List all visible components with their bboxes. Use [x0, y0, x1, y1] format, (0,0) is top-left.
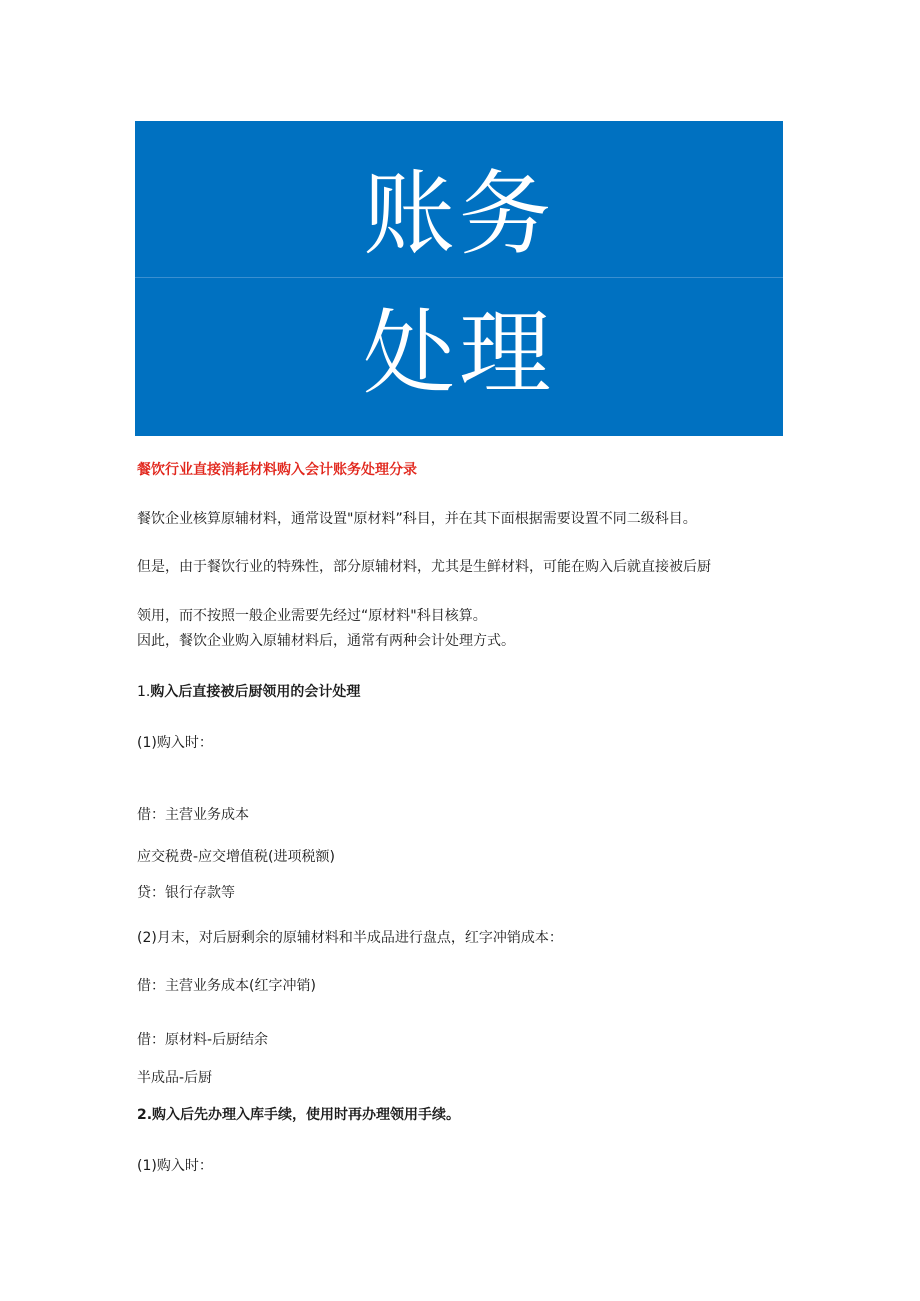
section-1-step-1: (1)购入时：: [137, 735, 213, 751]
intro-paragraph: 餐饮企业核算原辅材料，通常设置"原材料”科目，并在其下面根据需要设置不同二级科目。: [137, 511, 697, 527]
banner-title-line2: 处理: [362, 300, 555, 407]
banner-bottom-panel: [135, 278, 783, 436]
article-title: 餐饮行业直接消耗材料购入会计账务处理分录: [137, 462, 417, 478]
paragraph-2-line-1: 但是，由于餐饮行业的特殊性，部分原辅材料，尤其是生鲜材料，可能在购入后就直接被后厨: [137, 559, 711, 575]
banner-top-panel: [135, 121, 783, 277]
section-1-heading-text: 购入后直接被后厨领用的会计处理: [150, 684, 361, 700]
entry-2-debit-materials: 借：原材料-后厨结余: [137, 1032, 269, 1048]
entry-1-debit: 借：主营业务成本: [137, 807, 249, 823]
entry-1-credit: 贷：银行存款等: [137, 885, 235, 901]
entry-2-semi-finished: 半成品-后厨: [137, 1070, 213, 1086]
paragraph-2-line-2: 领用，而不按照一般企业需要先经过“原材料"科目核算。: [137, 608, 487, 624]
entry-1-tax: 应交税费-应交增值税(进项税额): [137, 849, 335, 865]
section-2-heading: 2.购入后先办理入库手续，使用时再办理领用手续。: [137, 1107, 461, 1123]
section-1-step-2: (2)月末，对后厨剩余的原辅材料和半成品进行盘点，红字冲销成本：: [137, 930, 563, 946]
banner-title-line1: 账务: [362, 161, 555, 268]
entry-2-debit: 借：主营业务成本(红字冲销): [137, 978, 316, 994]
section-1-heading: [137, 682, 360, 702]
paragraph-3: 因此，餐饮企业购入原辅材料后，通常有两种会计处理方式。: [137, 633, 515, 649]
title-banner: [135, 121, 783, 436]
section-1-number: 1.: [137, 684, 151, 700]
section-2-step-1: (1)购入时：: [137, 1158, 213, 1174]
